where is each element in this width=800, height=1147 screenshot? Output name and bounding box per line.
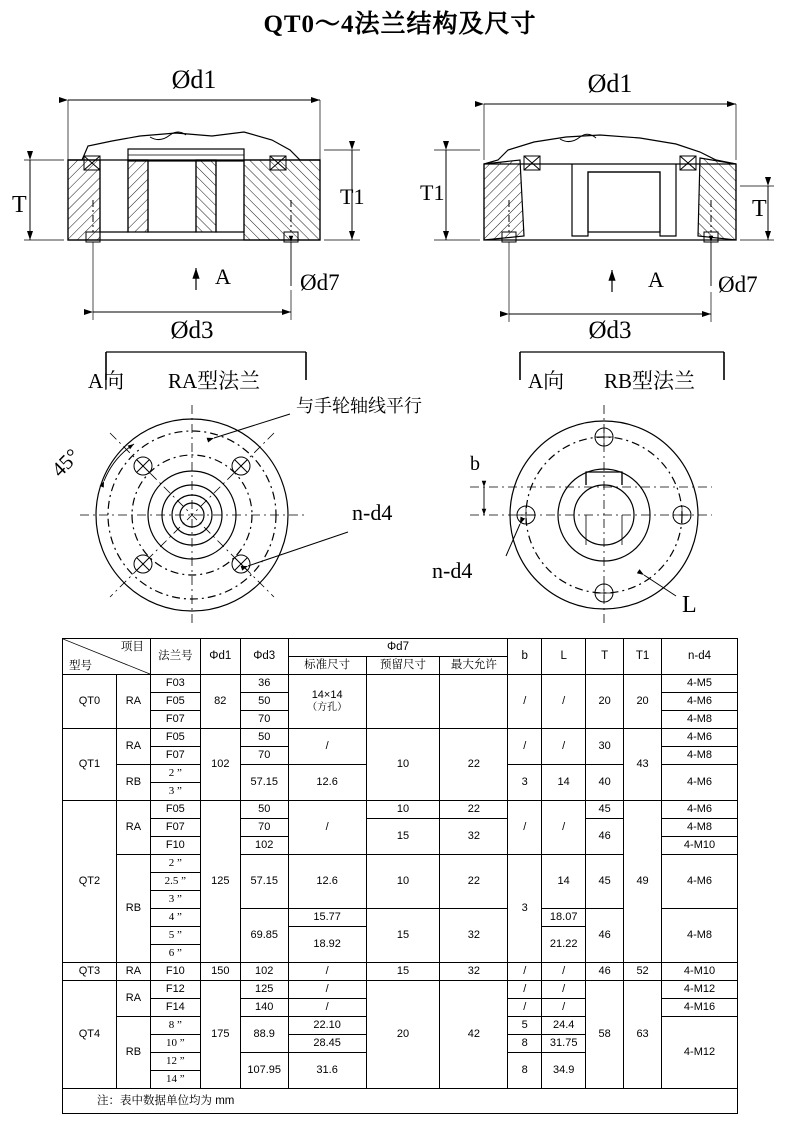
cell-flange: 2.5 ” [150,873,200,891]
ra-front-view [80,405,348,625]
cell-d3: 140 [240,999,288,1017]
cell-d7-reserved: 20 [366,981,440,1089]
cell-flange: F07 [150,819,200,837]
table-corner-cell [63,639,151,675]
cell-d3: 107.95 [240,1053,288,1089]
cell-d3: 70 [240,819,288,837]
cell-flange: F10 [150,963,200,981]
cell-d7-reserved: 15 [366,963,440,981]
header-d7-max: 最大允许 [440,657,508,675]
cell-flange: 2 ” [150,855,200,873]
cell-d7-max: 32 [440,909,508,963]
label-nd4-left: n-d4 [352,500,393,525]
header-T: T [586,639,624,675]
cell-d3: 125 [240,981,288,999]
cell-nd4: 4-M16 [662,999,738,1017]
cell-d7-standard: 12.6 [288,765,366,801]
cell-flange: 10 ” [150,1035,200,1053]
label-T-right: T [752,196,767,222]
cell-nd4: 4-M6 [662,855,738,909]
cell-L: / [542,675,586,729]
label-A-direction-left: A向 [88,369,125,393]
cell-flange: 14 ” [150,1071,200,1089]
cell-d3: 36 [240,675,288,693]
corner-label-top: 项目 [120,641,144,653]
cell-d3: 50 [240,801,288,819]
table-header-row-1 [63,639,738,657]
cell-b: / [508,981,542,999]
cell-d7-standard: 22.10 [288,1017,366,1035]
cell-model: QT4 [63,981,117,1089]
cell-flange: F03 [150,675,200,693]
cell-flange: F14 [150,999,200,1017]
header-nd4: n-d4 [662,639,738,675]
cell-d1: 82 [200,675,240,729]
cell-b: 8 [508,1053,542,1089]
cell-L: 31.75 [542,1035,586,1053]
cell-flange: 2 ” [150,765,200,783]
header-d7-standard: 标准尺寸 [288,657,366,675]
cell-type: RB [116,855,150,963]
table-row [63,675,738,693]
cell-T: 46 [586,909,624,963]
cell-T1: 52 [624,963,662,981]
cell-b: / [508,675,542,729]
header-d7-group: Φd7 [288,639,508,657]
cell-d7-standard: 12.6 [288,855,366,909]
table-note: 注：表中数据单位均为 mm [62,1089,738,1114]
table-row [63,729,738,747]
table-row [63,801,738,819]
label-L: L [682,592,697,618]
cell-d7-max: 32 [440,819,508,855]
spec-table-wrap [62,638,738,1114]
cell-nd4: 4-M6 [662,801,738,819]
cell-model: QT3 [63,963,117,981]
cell-d7-standard: / [288,981,366,999]
label-A-direction-right: A向 [528,369,565,393]
rb-front-view [470,405,712,625]
page-title: QT0～4法兰结构及尺寸 [263,11,537,38]
cell-d7-standard: 15.77 [288,909,366,927]
cell-L: / [542,729,586,765]
cell-d7-max: 32 [440,963,508,981]
cell-d7-standard: / [288,729,366,765]
label-b: b [470,453,480,475]
cell-d7-standard: 14×14 （方孔） [288,675,366,729]
cell-T1: 43 [624,729,662,801]
cell-d1: 102 [200,729,240,801]
cell-nd4: 4-M10 [662,963,738,981]
cell-L: 18.07 [542,909,586,927]
label-nd4-right: n-d4 [432,558,473,583]
cell-nd4: 4-M6 [662,765,738,801]
cell-nd4: 4-M12 [662,981,738,999]
cell-nd4: 4-M10 [662,837,738,855]
cell-d1: 125 [200,801,240,963]
cell-T: 45 [586,801,624,819]
table-row [63,963,738,981]
cell-d7-max: 22 [440,855,508,909]
cell-d7-standard: / [288,999,366,1017]
header-d1: Φd1 [200,639,240,675]
cell-d1: 150 [200,963,240,981]
label-T-left: T [12,192,27,218]
cell-T: 40 [586,765,624,801]
cell-nd4: 4-M6 [662,693,738,711]
cell-d1: 175 [200,981,240,1089]
cell-d7-max: 22 [440,729,508,801]
cell-L: 34.9 [542,1053,586,1089]
cell-L: 21.22 [542,927,586,963]
cell-T: 58 [586,981,624,1089]
cell-model: QT0 [63,675,117,729]
header-d3: Φd3 [240,639,288,675]
cell-nd4: 4-M8 [662,747,738,765]
cell-type: RA [116,801,150,855]
cell-b: 3 [508,765,542,801]
cell-nd4: 4-M8 [662,909,738,963]
cell-flange: F10 [150,837,200,855]
label-d7-right: Ød7 [718,272,758,297]
cell-type: RA [116,729,150,765]
cell-d7-reserved: 10 [366,729,440,801]
label-ra-flange: RA型法兰 [168,369,261,393]
cell-flange: F05 [150,729,200,747]
cell-flange: 8 ” [150,1017,200,1035]
cell-nd4: 4-M12 [662,1017,738,1089]
cell-nd4: 4-M5 [662,675,738,693]
cell-b: / [508,801,542,855]
cell-flange: 6 ” [150,945,200,963]
label-d3-left: Ød3 [170,317,214,344]
cell-d3: 50 [240,693,288,711]
cell-flange: 3 ” [150,783,200,801]
cell-model: QT2 [63,801,117,963]
cell-T: 46 [586,819,624,855]
cell-flange: F07 [150,747,200,765]
cell-d7-max: 22 [440,801,508,819]
cell-b: 3 [508,855,542,963]
cell-d3: 102 [240,963,288,981]
cell-L: 24.4 [542,1017,586,1035]
cell-type: RB [116,765,150,801]
label-d1-right: Ød1 [587,69,633,98]
cell-d7-standard: 18.92 [288,927,366,963]
label-A-right: A [648,267,664,292]
cell-flange: 5 ” [150,927,200,945]
cell-flange: F07 [150,711,200,729]
cell-L: 14 [542,765,586,801]
cell-d7-reserved: 10 [366,801,440,819]
label-parallel-note: 与手轮轴线平行 [296,396,422,416]
cell-d7-standard: / [288,801,366,855]
cell-d3: 50 [240,729,288,747]
cell-d3: 88.9 [240,1017,288,1053]
header-T1: T1 [624,639,662,675]
label-T1-left: T1 [340,184,365,209]
cell-d3: 69.85 [240,909,288,963]
cell-d7-reserved: 10 [366,855,440,909]
cell-type: RA [116,963,150,981]
cell-flange: 4 ” [150,909,200,927]
cell-flange: F05 [150,801,200,819]
label-rb-flange: RB型法兰 [604,369,696,393]
cell-d7-reserved: 15 [366,909,440,963]
cell-nd4: 4-M8 [662,711,738,729]
cell-nd4: 4-M8 [662,819,738,837]
cell-T1: 49 [624,801,662,963]
cell-d3: 70 [240,747,288,765]
label-T1-right: T1 [420,180,445,205]
label-d3-right: Ød3 [588,317,632,344]
label-d7-left: Ød7 [300,270,340,295]
cell-d7-standard: / [288,963,366,981]
header-flange-no: 法兰号 [150,639,200,675]
label-45deg: 45° [46,443,85,482]
header-d7-reserved: 预留尺寸 [366,657,440,675]
cell-d3: 57.15 [240,765,288,801]
cell-flange: F12 [150,981,200,999]
cell-d7-standard: 31.6 [288,1053,366,1089]
cell-d7-reserved: 15 [366,819,440,855]
cell-b: / [508,729,542,765]
cell-L: / [542,801,586,855]
cell-b: / [508,999,542,1017]
cell-b: 8 [508,1035,542,1053]
cell-d3: 70 [240,711,288,729]
table-row [63,981,738,999]
cell-L: / [542,999,586,1017]
label-d1-left: Ød1 [171,65,217,94]
cell-flange: F05 [150,693,200,711]
cell-T: 45 [586,855,624,909]
cell-b: 5 [508,1017,542,1035]
cell-T: 20 [586,675,624,729]
cell-nd4: 4-M6 [662,729,738,747]
cell-type: RA [116,981,150,1017]
cell-T1: 63 [624,981,662,1089]
cell-d7-max: 42 [440,981,508,1089]
header-b: b [508,639,542,675]
cell-d3: 102 [240,837,288,855]
cell-d7-max [440,675,508,729]
cell-d7-standard: 28.45 [288,1035,366,1053]
spec-table [62,638,738,1089]
cell-b: / [508,963,542,981]
cell-model: QT1 [63,729,117,801]
cell-type: RA [116,675,150,729]
cell-flange: 3 ” [150,891,200,909]
cell-T: 46 [586,963,624,981]
cell-L: / [542,981,586,999]
cell-L: 14 [542,855,586,909]
label-A-left: A [215,264,231,289]
cell-T: 30 [586,729,624,765]
cell-T1: 20 [624,675,662,729]
cell-flange: 12 ” [150,1053,200,1071]
cell-d7-reserved [366,675,440,729]
corner-label-bottom: 型号 [69,659,92,672]
header-L: L [542,639,586,675]
cell-type: RB [116,1017,150,1089]
cell-L: / [542,963,586,981]
cell-d3: 57.15 [240,855,288,909]
